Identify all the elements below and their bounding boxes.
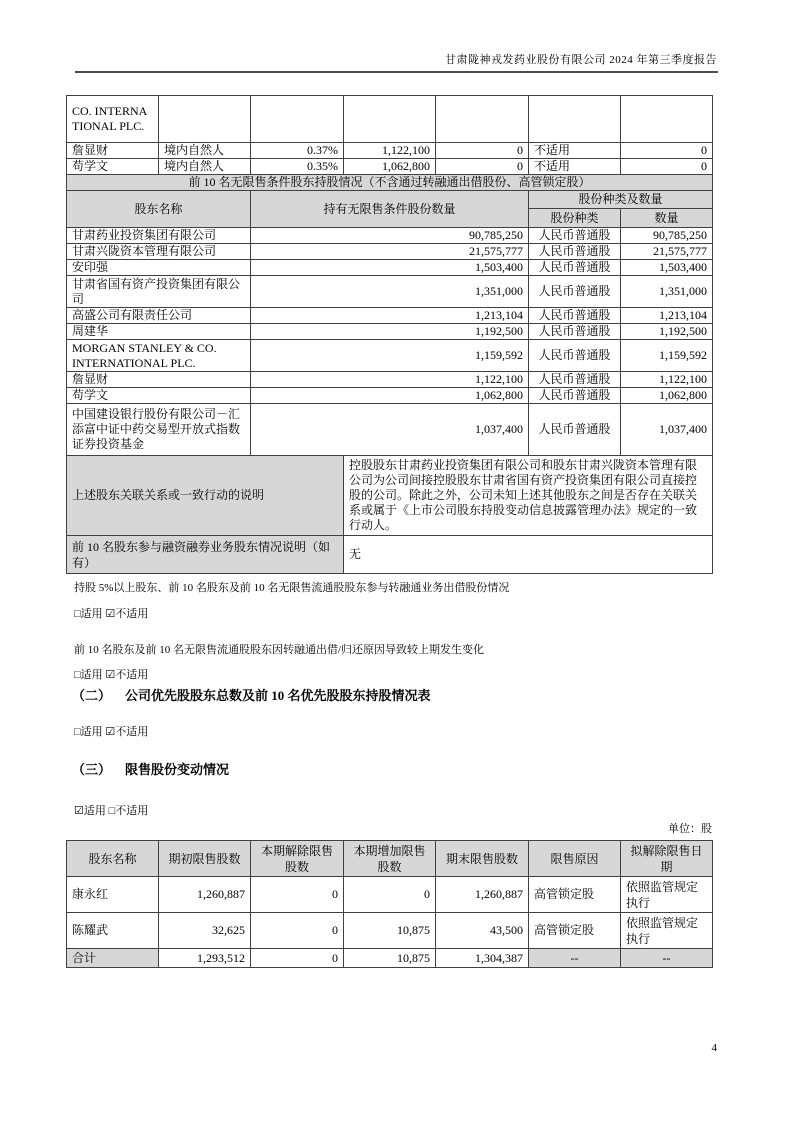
column-header: 拟解除限售日期 bbox=[621, 841, 713, 877]
shareholder-table bbox=[66, 95, 713, 574]
table-row bbox=[67, 388, 713, 404]
shareholder-name-cell: 安印强 bbox=[67, 260, 251, 276]
share-class-cell: 人民币普通股 bbox=[529, 404, 621, 456]
share-number-cell: 1,037,400 bbox=[621, 404, 713, 456]
end-restricted-cell: 43,500 bbox=[436, 913, 529, 949]
table-row bbox=[67, 340, 713, 372]
unrestricted-qty-cell: 1,351,000 bbox=[251, 276, 529, 308]
added-cell: 10,875 bbox=[344, 949, 436, 968]
added-cell: 0 bbox=[344, 877, 436, 913]
shareholder-nature-cell: 境内自然人 bbox=[159, 159, 251, 175]
share-number-cell: 21,575,777 bbox=[621, 244, 713, 260]
restricted-shares-cell: 0 bbox=[436, 159, 529, 175]
unrestricted-qty-cell: 1,192,500 bbox=[251, 324, 529, 340]
table-row bbox=[67, 228, 713, 244]
pledge-number-cell: 0 bbox=[621, 159, 713, 175]
column-header: 本期增加限售股数 bbox=[344, 841, 436, 877]
table-row bbox=[67, 913, 713, 949]
total-row bbox=[67, 949, 713, 968]
released-cell: 0 bbox=[251, 949, 344, 968]
table-row bbox=[67, 536, 713, 574]
column-header: 期末限售股数 bbox=[436, 841, 529, 877]
table-row bbox=[67, 159, 713, 175]
section-banner: 前 10 名无限售条件股东持股情况（不含通过转融通出借股份、高管锁定股） bbox=[67, 175, 713, 191]
added-cell: 10,875 bbox=[344, 913, 436, 949]
unrestricted-qty-cell: 1,503,400 bbox=[251, 260, 529, 276]
shareholder-name-cell: 詹显财 bbox=[67, 372, 251, 388]
page-number: 4 bbox=[711, 1042, 717, 1054]
released-cell: 0 bbox=[251, 913, 344, 949]
column-header: 本期解除限售股数 bbox=[251, 841, 344, 877]
share-number-cell: 1,122,100 bbox=[621, 372, 713, 388]
share-class-cell: 人民币普通股 bbox=[529, 244, 621, 260]
relation-note-label: 上述股东关联关系或一致行动的说明 bbox=[67, 456, 344, 536]
share-class-cell: 人民币普通股 bbox=[529, 228, 621, 244]
table-row bbox=[67, 244, 713, 260]
unrestricted-qty-cell: 90,785,250 bbox=[251, 228, 529, 244]
share-class-cell: 人民币普通股 bbox=[529, 372, 621, 388]
share-class-cell: 人民币普通股 bbox=[529, 260, 621, 276]
column-header-number: 数量 bbox=[621, 209, 713, 228]
pledge-number-cell: 0 bbox=[621, 143, 713, 159]
share-number-cell: 1,062,800 bbox=[621, 388, 713, 404]
unrestricted-qty-cell: 1,213,104 bbox=[251, 308, 529, 324]
shareholder-nature-cell bbox=[159, 96, 251, 143]
restriction-reason-cell: 高管锁定股 bbox=[529, 877, 621, 913]
restricted-shares-cell bbox=[436, 96, 529, 143]
section-number: （二） bbox=[72, 688, 112, 703]
pledge-status-cell: 不适用 bbox=[529, 143, 621, 159]
change-paragraph: 前 10 名股东及前 10 名无限售流通股股东因转融通出借/归还原因导致较上期发生变化 bbox=[74, 644, 485, 656]
unrestricted-qty-cell: 1,122,100 bbox=[251, 372, 529, 388]
shares-held-cell bbox=[344, 96, 436, 143]
column-header-name: 股东名称 bbox=[67, 191, 251, 228]
preferred-applicable-checkboxes: □适用 ☑不适用 bbox=[74, 726, 149, 738]
section-number: （三） bbox=[72, 762, 112, 777]
table-row bbox=[67, 276, 713, 308]
shareholder-nature-cell: 境内自然人 bbox=[159, 143, 251, 159]
section-heading-preferred-shares bbox=[66, 688, 712, 703]
shares-held-cell: 1,122,100 bbox=[344, 143, 436, 159]
restriction-reason-cell: 高管锁定股 bbox=[529, 913, 621, 949]
unrestricted-qty-cell: 1,037,400 bbox=[251, 404, 529, 456]
margin-note-label: 前 10 名股东参与融资融券业务股东情况说明（如有） bbox=[67, 536, 344, 574]
shareholder-name-cell: MORGAN STANLEY & CO. INTERNATIONAL PLC. bbox=[67, 340, 251, 372]
margin-note-value: 无 bbox=[344, 536, 713, 574]
unrestricted-qty-cell: 21,575,777 bbox=[251, 244, 529, 260]
change-applicable-checkboxes: □适用 ☑不适用 bbox=[74, 669, 149, 681]
table-header-row bbox=[67, 841, 713, 877]
shareholder-name-cell: 苟学文 bbox=[67, 388, 251, 404]
release-date-cell: -- bbox=[621, 949, 713, 968]
share-number-cell: 1,351,000 bbox=[621, 276, 713, 308]
table-row bbox=[67, 175, 713, 191]
shares-held-cell: 1,062,800 bbox=[344, 159, 436, 175]
release-date-cell: 依照监管规定执行 bbox=[621, 913, 713, 949]
released-cell: 0 bbox=[251, 877, 344, 913]
page-content bbox=[66, 95, 712, 968]
table-row bbox=[67, 404, 713, 456]
end-restricted-cell: 1,304,387 bbox=[436, 949, 529, 968]
lending-applicable-checkboxes: □适用 ☑不适用 bbox=[74, 608, 149, 620]
shareholder-name-cell: 陈耀武 bbox=[67, 913, 159, 949]
table-row bbox=[67, 308, 713, 324]
restricted-shares-table bbox=[66, 840, 713, 968]
share-class-cell: 人民币普通股 bbox=[529, 340, 621, 372]
table-row bbox=[67, 260, 713, 276]
shareholder-name-cell: CO. INTERNATIONAL PLC. bbox=[67, 96, 159, 143]
shareholding-ratio-cell: 0.37% bbox=[251, 143, 344, 159]
share-number-cell: 1,213,104 bbox=[621, 308, 713, 324]
pledge-number-cell bbox=[621, 96, 713, 143]
restricted-applicable-checkboxes: ☑适用 □不适用 bbox=[74, 805, 149, 817]
unrestricted-qty-cell: 1,159,592 bbox=[251, 340, 529, 372]
table-header-row bbox=[67, 191, 713, 209]
total-label-cell: 合计 bbox=[67, 949, 159, 968]
table-row bbox=[67, 372, 713, 388]
pledge-status-cell: 不适用 bbox=[529, 159, 621, 175]
shareholder-name-cell: 康永红 bbox=[67, 877, 159, 913]
shareholding-ratio-cell bbox=[251, 96, 344, 143]
column-header-class-group: 股份种类及数量 bbox=[529, 191, 713, 209]
report-header-title: 甘肃陇神戎发药业股份有限公司 2024 年第三季度报告 bbox=[445, 54, 717, 66]
release-date-cell: 依照监管规定执行 bbox=[621, 877, 713, 913]
pledge-status-cell bbox=[529, 96, 621, 143]
table-row bbox=[67, 96, 713, 143]
lending-paragraph: 持股 5%以上股东、前 10 名股东及前 10 名无限售流通股股东参与转融通业务出借股份情况 bbox=[74, 582, 510, 594]
share-class-cell: 人民币普通股 bbox=[529, 276, 621, 308]
shareholder-name-cell: 苟学文 bbox=[67, 159, 159, 175]
restricted-shares-cell: 0 bbox=[436, 143, 529, 159]
column-header-qty: 持有无限售条件股份数量 bbox=[251, 191, 529, 228]
column-header: 限售原因 bbox=[529, 841, 621, 877]
table-row bbox=[67, 324, 713, 340]
unit-label: 单位：股 bbox=[668, 823, 712, 835]
table-row bbox=[67, 456, 713, 536]
column-header-class: 股份种类 bbox=[529, 209, 621, 228]
shareholder-name-cell: 中国建设银行股份有限公司－汇添富中证中药交易型开放式指数证券投资基金 bbox=[67, 404, 251, 456]
share-class-cell: 人民币普通股 bbox=[529, 324, 621, 340]
share-number-cell: 90,785,250 bbox=[621, 228, 713, 244]
relation-note-text: 控股股东甘肃药业投资集团有限公司和股东甘肃兴陇资本管理有限公司为公司间接控股股东甘肃省国有资产投资集团有限公司直接控股的公司。除此之外，公司未知上述其他股东之间是否存在关联关系或属于《上市公司股东持股变动信息披露管理办法》规定的一致行动人。 bbox=[344, 456, 713, 536]
section-heading-restricted-shares bbox=[66, 762, 712, 777]
shareholding-ratio-cell: 0.35% bbox=[251, 159, 344, 175]
shareholder-name-cell: 高盛公司有限责任公司 bbox=[67, 308, 251, 324]
table-row bbox=[67, 877, 713, 913]
end-restricted-cell: 1,260,887 bbox=[436, 877, 529, 913]
shareholder-name-cell: 甘肃兴陇资本管理有限公司 bbox=[67, 244, 251, 260]
begin-restricted-cell: 1,260,887 bbox=[159, 877, 251, 913]
share-number-cell: 1,192,500 bbox=[621, 324, 713, 340]
share-number-cell: 1,159,592 bbox=[621, 340, 713, 372]
share-class-cell: 人民币普通股 bbox=[529, 308, 621, 324]
shareholder-name-cell: 甘肃药业投资集团有限公司 bbox=[67, 228, 251, 244]
unrestricted-qty-cell: 1,062,800 bbox=[251, 388, 529, 404]
begin-restricted-cell: 1,293,512 bbox=[159, 949, 251, 968]
column-header: 股东名称 bbox=[67, 841, 159, 877]
section-title: 限售股份变动情况 bbox=[125, 762, 230, 777]
column-header: 期初限售股数 bbox=[159, 841, 251, 877]
restriction-reason-cell: -- bbox=[529, 949, 621, 968]
begin-restricted-cell: 32,625 bbox=[159, 913, 251, 949]
shareholder-name-cell: 甘肃省国有资产投资集团有限公司 bbox=[67, 276, 251, 308]
share-class-cell: 人民币普通股 bbox=[529, 388, 621, 404]
shareholder-name-cell: 詹显财 bbox=[67, 143, 159, 159]
section-title: 公司优先股股东总数及前 10 名优先股股东持股情况表 bbox=[125, 688, 431, 703]
shareholder-name-cell: 周建华 bbox=[67, 324, 251, 340]
table-row bbox=[67, 143, 713, 159]
share-number-cell: 1,503,400 bbox=[621, 260, 713, 276]
header-rule bbox=[75, 71, 718, 73]
